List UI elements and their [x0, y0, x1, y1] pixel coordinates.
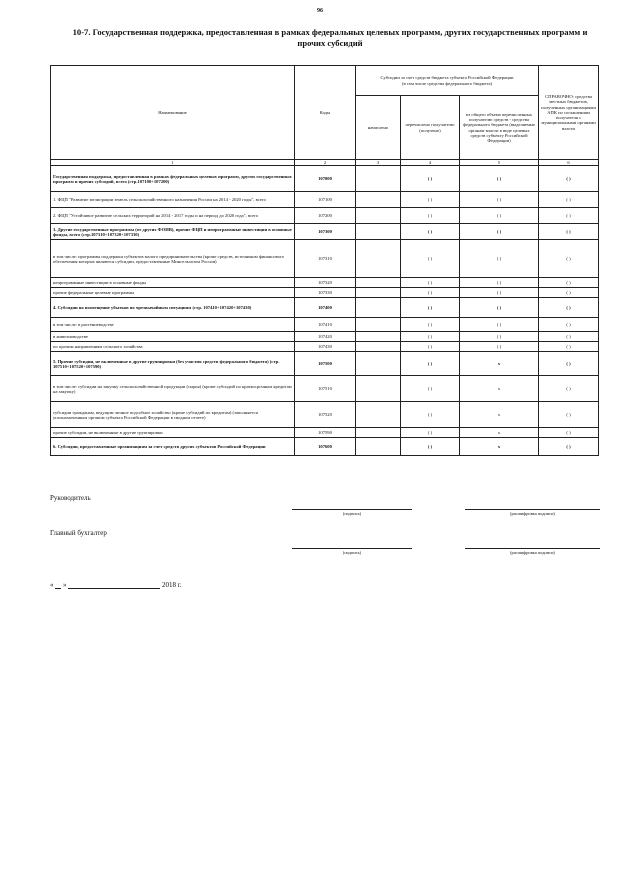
cell-reference[interactable]: ( )	[539, 298, 599, 318]
cell-reference[interactable]: ( )	[539, 240, 599, 278]
row-name: субсидии гражданам, ведущим личное подсобное хозяйство (кроме субсидий по кредитам) (заполняется уполномоченным органом субъекта Российской Федерации в сводном отчете)	[51, 402, 295, 428]
cell-accrued[interactable]	[356, 332, 401, 342]
header-other: из общего объема перечисленных получателю средств - средства федерального бюджета (выделяемые органам власти в виде целевых средств субъекту Российской Федерации)	[460, 96, 539, 160]
date-close-quote: »	[63, 581, 67, 589]
cell-received[interactable]: ( )	[401, 438, 460, 456]
table-row	[51, 376, 599, 402]
cell-accrued[interactable]	[356, 224, 401, 240]
form-title: 10-7. Государственная поддержка, предоставленная в рамках федеральных целевых программ, других государственных программ и прочих субсидий	[72, 27, 588, 48]
cell-other[interactable]: ( )	[460, 298, 539, 318]
row-code: 107330	[295, 288, 356, 298]
cell-accrued[interactable]	[356, 318, 401, 332]
row-name: 3. Другие государственные программы (от других ФОИВ), прочие ФЦП и непрограммные инвестиции в основные фонды, всего (стр.107310+107320+107330)	[51, 224, 295, 240]
date-month-blank[interactable]	[68, 580, 160, 589]
header-accrued: начислено	[356, 96, 401, 160]
row-name: в том числе: в растениеводстве	[51, 318, 295, 332]
cell-accrued[interactable]	[356, 402, 401, 428]
row-code: 107510	[295, 376, 356, 402]
row-code: 107500	[295, 352, 356, 376]
row-name: прочие федеральные целевые программы	[51, 288, 295, 298]
row-code: 107000	[295, 166, 356, 192]
row-name: по прочим направлениям сельского хозяйства	[51, 342, 295, 352]
cell-accrued[interactable]	[356, 240, 401, 278]
cell-other[interactable]: ( )	[460, 240, 539, 278]
row-name: 6. Субсидии, предоставленные организациям за счет средств других субъектов Российской Федерации	[51, 438, 295, 456]
cell-reference[interactable]: ( )	[539, 402, 599, 428]
index-cell: 5	[460, 160, 539, 166]
row-name: в том числе: субсидии на закупку сельскохозяйственной продукции (сырья) (кроме субсидий по краткосрочным кредитам на закупку)	[51, 376, 295, 402]
row-name: 5. Прочие субсидии, не включенные в другие группировки (без участия средств федерального бюджета) (стр. 107510+107520+107590)	[51, 352, 295, 376]
cell-received[interactable]: ( )	[401, 298, 460, 318]
index-cell: 4	[401, 160, 460, 166]
row-name: прочие субсидии, не включенные в другие группировки	[51, 428, 295, 438]
row-name: в животноводстве	[51, 332, 295, 342]
cell-accrued[interactable]	[356, 376, 401, 402]
cell-reference[interactable]: ( )	[539, 192, 599, 208]
cell-reference[interactable]: ( )	[539, 278, 599, 288]
cell-other[interactable]: ( )	[460, 288, 539, 298]
cell-other[interactable]: x	[460, 402, 539, 428]
date-field	[50, 580, 182, 589]
cell-accrued[interactable]	[356, 288, 401, 298]
cell-accrued[interactable]	[356, 428, 401, 438]
row-code: 107300	[295, 224, 356, 240]
table-row	[51, 438, 599, 456]
table-row	[51, 278, 599, 288]
cell-received[interactable]: ( )	[401, 208, 460, 224]
cell-reference[interactable]: ( )	[539, 288, 599, 298]
cell-reference[interactable]: ( )	[539, 224, 599, 240]
table-row	[51, 298, 599, 318]
cell-reference[interactable]: ( )	[539, 332, 599, 342]
cell-received[interactable]: ( )	[401, 352, 460, 376]
header-received: перечислено получателю (получено)	[401, 96, 460, 160]
cell-other[interactable]: ( )	[460, 318, 539, 332]
cell-received[interactable]: ( )	[401, 342, 460, 352]
index-cell: 2	[295, 160, 356, 166]
cell-received[interactable]: ( )	[401, 166, 460, 192]
cell-other[interactable]: ( )	[460, 192, 539, 208]
row-code: 107600	[295, 438, 356, 456]
cell-other[interactable]: ( )	[460, 342, 539, 352]
cell-accrued[interactable]	[356, 278, 401, 288]
cell-received[interactable]: ( )	[401, 240, 460, 278]
cell-other[interactable]: ( )	[460, 278, 539, 288]
row-code: 107100	[295, 192, 356, 208]
cell-accrued[interactable]	[356, 208, 401, 224]
cell-accrued[interactable]	[356, 192, 401, 208]
header-code: Коды	[295, 66, 356, 160]
cell-accrued[interactable]	[356, 342, 401, 352]
table-row	[51, 352, 599, 376]
row-name: непрограммные инвестиции в основные фонды	[51, 278, 295, 288]
row-code: 107310	[295, 240, 356, 278]
table-row	[51, 342, 599, 352]
cell-accrued[interactable]	[356, 438, 401, 456]
row-name: в том числе: программы поддержки субъектов малого предпринимательства (кроме средств, источником финансового обеспечения которых являются субсидии, предоставленные Минсельхозом России)	[51, 240, 295, 278]
head-decode-caption: (расшифровка подписи)	[510, 511, 555, 516]
cell-other[interactable]: ( )	[460, 224, 539, 240]
head-decode-line[interactable]	[465, 509, 600, 510]
date-year: 2018 г.	[162, 581, 182, 589]
cell-other[interactable]: x	[460, 438, 539, 456]
header-group-title: Субсидии за счет средств бюджета субъекта Российской Федерации	[380, 75, 514, 81]
header-name: Наименование	[51, 66, 295, 160]
table-row	[51, 332, 599, 342]
table-row	[51, 240, 599, 278]
head-sign-line[interactable]	[292, 509, 412, 510]
table-row	[51, 288, 599, 298]
table-row	[51, 428, 599, 438]
row-code: 107590	[295, 428, 356, 438]
table-body	[51, 166, 599, 456]
table-row	[51, 192, 599, 208]
accountant-sign-line[interactable]	[292, 548, 412, 549]
cell-received[interactable]: ( )	[401, 288, 460, 298]
cell-reference[interactable]: ( )	[539, 352, 599, 376]
cell-other[interactable]: ( )	[460, 332, 539, 342]
head-label: Руководитель	[50, 494, 91, 502]
cell-accrued[interactable]	[356, 298, 401, 318]
cell-reference[interactable]: ( )	[539, 208, 599, 224]
cell-accrued[interactable]	[356, 166, 401, 192]
table-row	[51, 402, 599, 428]
cell-received[interactable]: ( )	[401, 318, 460, 332]
cell-reference[interactable]: ( )	[539, 428, 599, 438]
date-open-quote: «	[50, 581, 54, 589]
row-code: 107430	[295, 342, 356, 352]
row-code: 107520	[295, 402, 356, 428]
table-row	[51, 208, 599, 224]
index-cell: 1	[51, 160, 295, 166]
cell-reference[interactable]: ( )	[539, 318, 599, 332]
index-cell: 6	[539, 160, 599, 166]
head-sign-caption: (подпись)	[342, 511, 362, 516]
cell-received[interactable]: ( )	[401, 402, 460, 428]
table-row	[51, 318, 599, 332]
cell-received[interactable]: ( )	[401, 224, 460, 240]
cell-received[interactable]: ( )	[401, 428, 460, 438]
cell-received[interactable]: ( )	[401, 332, 460, 342]
cell-reference[interactable]: ( )	[539, 438, 599, 456]
row-name: 4. Субсидии на возмещение убытков по чрезвычайным ситуациям (стр. 107410+107420+107430)	[51, 298, 295, 318]
accountant-decode-caption: (расшифровка подписи)	[510, 550, 555, 555]
row-code: 107400	[295, 298, 356, 318]
subsidy-table	[50, 65, 599, 456]
header-reference: СПРАВОЧНО: средства местных бюджетов, полученных организациями АПК по соглашениям получателя с муниципальными органами власти	[539, 66, 599, 160]
accountant-sign-caption: (подпись)	[342, 550, 362, 555]
cell-received[interactable]: ( )	[401, 376, 460, 402]
row-name: 1. ФЦП "Развитие мелиорации земель сельскохозяйственного назначения России на 2014 - 2020 годы", всего	[51, 192, 295, 208]
row-code: 107200	[295, 208, 356, 224]
cell-other[interactable]: ( )	[460, 208, 539, 224]
accountant-decode-line[interactable]	[465, 548, 600, 549]
accountant-label: Главный бухгалтер	[50, 529, 107, 537]
cell-other[interactable]: x	[460, 428, 539, 438]
row-name: 2. ФЦП "Устойчивое развитие сельских территорий на 2014 - 2017 годы и на период до 2020 года", всего	[51, 208, 295, 224]
cell-other[interactable]: x	[460, 352, 539, 376]
page-number: 96	[317, 8, 323, 14]
row-code: 107410	[295, 318, 356, 332]
cell-other[interactable]: ( )	[460, 166, 539, 192]
cell-reference[interactable]: ( )	[539, 166, 599, 192]
header-group-sub: (в том числе средства федерального бюджета)	[401, 80, 493, 86]
row-code: 107320	[295, 278, 356, 288]
cell-received[interactable]: ( )	[401, 278, 460, 288]
cell-accrued[interactable]	[356, 352, 401, 376]
table-row	[51, 166, 599, 192]
date-day-blank[interactable]	[55, 580, 61, 589]
index-cell: 3	[356, 160, 401, 166]
header-group	[356, 66, 539, 96]
row-name: Государственная поддержка, предоставленная в рамках федеральных целевых программ, других государственных программ и прочих субсидий, всего (стр.107100+107200)	[51, 166, 295, 192]
row-code: 107420	[295, 332, 356, 342]
cell-reference[interactable]: ( )	[539, 376, 599, 402]
cell-reference[interactable]: ( )	[539, 342, 599, 352]
table-row	[51, 224, 599, 240]
cell-other[interactable]: x	[460, 376, 539, 402]
cell-received[interactable]: ( )	[401, 192, 460, 208]
